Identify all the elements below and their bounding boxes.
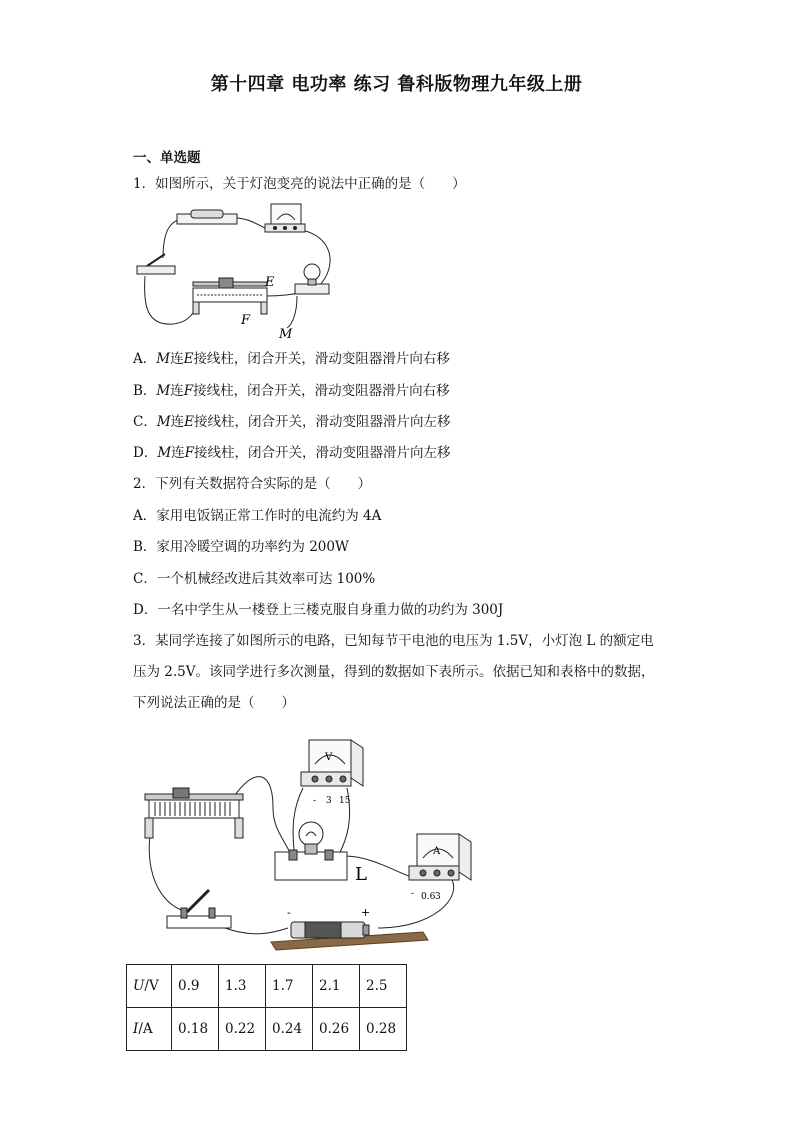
ammeter-minus: - <box>411 889 415 899</box>
q1-option-b: B．M连F接线柱，闭合开关，滑动变阻器滑片向右移 <box>133 383 450 399</box>
battery-pack <box>177 210 237 224</box>
voltmeter-symbol: V <box>325 752 333 763</box>
voltmeter-minus: - <box>313 796 317 806</box>
voltmeter-3: 3 <box>326 796 332 806</box>
label-m: M <box>279 327 293 342</box>
q1-circuit-figure <box>133 196 348 342</box>
ammeter-symbol: A <box>433 846 441 857</box>
q3-stem-line-3: 下列说法正确的是（ ） <box>133 695 295 711</box>
q2-option-c: C．一个机械经改进后其效率可达 100% <box>133 571 376 587</box>
q3-ammeter <box>409 834 471 902</box>
ammeter-3: 3 <box>435 892 441 902</box>
q2-option-b: B．家用冷暖空调的功率约为 200W <box>133 539 349 555</box>
q3-circuit-figure <box>133 728 493 954</box>
table-cell: 1.7 <box>266 965 313 1008</box>
label-f: F <box>241 313 251 328</box>
lamp-label: L <box>355 864 367 885</box>
q2-option-d: D．一名中学生从一楼登上三楼克服自身重力做的功约为 300J <box>133 602 504 618</box>
rheostat-device <box>193 278 267 314</box>
table-header-current: I/A <box>127 1008 172 1051</box>
table-cell: 0.18 <box>172 1008 219 1051</box>
switch-device <box>137 254 175 274</box>
q1-stem: 1．如图所示，关于灯泡变亮的说法中正确的是（ ） <box>133 176 466 192</box>
q1-option-a: A．M连E接线柱，闭合开关，滑动变阻器滑片向右移 <box>133 351 450 367</box>
q3-battery <box>271 906 428 950</box>
q1-option-c: C．M连E接线柱，闭合开关，滑动变阻器滑片向左移 <box>133 414 451 430</box>
q3-switch <box>167 890 231 928</box>
q2-option-a: A．家用电饭锅正常工作时的电流约为 4A <box>133 508 382 524</box>
table-cell: 1.3 <box>219 965 266 1008</box>
section-heading: 一、单选题 <box>133 150 201 166</box>
q2-stem: 2．下列有关数据符合实际的是（ ） <box>133 476 372 492</box>
q3-rheostat <box>145 788 243 838</box>
table-cell: 0.9 <box>172 965 219 1008</box>
table-cell: 0.22 <box>219 1008 266 1051</box>
battery-minus-label: - <box>287 906 291 919</box>
ammeter-0-6: 0.6 <box>421 892 436 902</box>
q3-stem-line-2: 压为 2.5V。该同学进行多次测量，得到的数据如下表所示。依据已知和表格中的数据， <box>133 664 655 680</box>
q3-stem-line-1: 3．某同学连接了如图所示的电路，已知每节干电池的电压为 1.5V，小灯泡 L 的额定电 <box>133 633 654 649</box>
table-row-current <box>127 1008 407 1051</box>
table-cell: 2.5 <box>360 965 407 1008</box>
q3-voltmeter <box>301 740 363 806</box>
table-row-voltage <box>127 965 407 1008</box>
table-cell: 2.1 <box>313 965 360 1008</box>
table-header-voltage: U/V <box>127 965 172 1008</box>
battery-plus-label: + <box>361 906 371 919</box>
q3-lamp <box>275 822 367 885</box>
q3-data-table <box>126 964 407 1051</box>
table-cell: 0.28 <box>360 1008 407 1051</box>
page-title: 第十四章 电功率 练习 鲁科版物理九年级上册 <box>210 74 583 95</box>
ammeter-device <box>265 204 305 232</box>
table-cell: 0.24 <box>266 1008 313 1051</box>
q1-option-d: D．M连F接线柱，闭合开关，滑动变阻器滑片向左移 <box>133 445 451 461</box>
table-cell: 0.26 <box>313 1008 360 1051</box>
voltmeter-15: 15 <box>339 796 351 806</box>
label-e: E <box>265 275 275 290</box>
